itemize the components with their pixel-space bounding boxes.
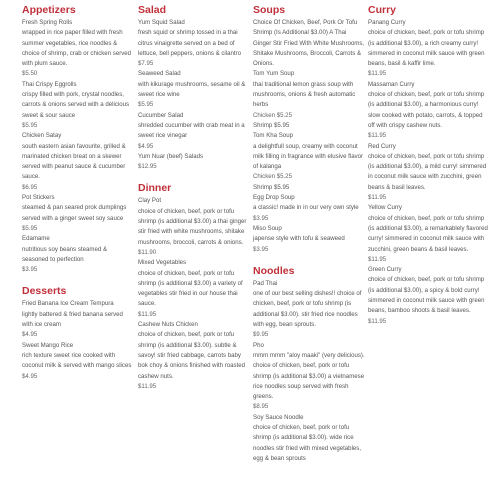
section-title: Appetizers bbox=[22, 4, 76, 16]
item-price: Chicken $5.25 bbox=[253, 173, 292, 181]
item-description: with kikurage mushrooms, sesame oil & sweet rice wine bbox=[138, 80, 246, 99]
item-description: fresh squid or shrimp tossed in a thai citrus vinaigrette served on a bed of lettuce, bell peppers, onions & cilantro bbox=[138, 29, 241, 57]
menu-item bbox=[253, 224, 365, 255]
item-name: Edamame bbox=[22, 235, 50, 243]
item-description: choice of chicken, beef, pork or tofu shrimp (is additional $3.00), a remarkablely flavored curry! simmered in coconut milk sauce with zucchini, green beans & basil leaves. bbox=[368, 214, 488, 253]
section-title: Desserts bbox=[22, 285, 67, 298]
item-price: $5.95 bbox=[22, 224, 38, 232]
menu-item bbox=[253, 279, 365, 341]
menu-item bbox=[253, 121, 365, 131]
menu-item bbox=[22, 18, 134, 80]
item-name: Egg Drop Soup bbox=[253, 194, 295, 202]
item-price: $11.95 bbox=[368, 132, 387, 140]
item-description: a delightfull soup, creamy with coconut milk filling in fragrance with elusive flavor of kalanga bbox=[253, 142, 364, 171]
menu-item bbox=[22, 193, 134, 234]
item-name: Red Curry bbox=[368, 142, 396, 150]
item-name: Seaweed Salad bbox=[138, 70, 181, 78]
menu-section bbox=[368, 4, 488, 327]
item-price: $11.95 bbox=[368, 70, 387, 78]
item-name: Thai Crispy Eggrolls bbox=[22, 80, 77, 88]
item-price: $11.90 bbox=[138, 248, 157, 256]
item-description: nutritious soy beans steamed & seasoned to perfection bbox=[22, 245, 108, 263]
item-price: $5.50 bbox=[22, 70, 38, 78]
item-price: $3.95 bbox=[22, 266, 38, 274]
item-description: mmm mmm "aloy maaki" (very delicious). choice of chicken, beef, pork or tofu shrimp (is additional $3.00) a vietnamese rice noodles soup served with fresh greens. bbox=[253, 351, 365, 401]
menu-item bbox=[22, 234, 134, 275]
item-description: choice of chicken, beef, pork or tofu shrimp (is additional $3.00). subtle & savoy! stir fried cabbage, carrots baby bok choy & onions finished with roasted cashew nuts. bbox=[138, 331, 246, 380]
item-name: Green Curry bbox=[368, 266, 402, 274]
menu-item bbox=[138, 320, 250, 392]
menu-section bbox=[22, 285, 134, 381]
item-description: one of our best selling dishes!! choice of chicken, beef, pork or tofu shrimp (is additional $3.00). stir fried rice noodles with egg, bean sprouts. bbox=[253, 290, 362, 329]
item-name: Pad Thai bbox=[253, 279, 278, 287]
item-name: Shrimp $5.95 bbox=[253, 183, 290, 191]
menu-column bbox=[253, 4, 365, 474]
menu-item bbox=[138, 196, 250, 258]
item-description: wrapped in rice paper filled with fresh summer vegetables, rice noodles & choice of shrimp, crab or chicken served with plum sauce. bbox=[22, 29, 132, 68]
menu-item bbox=[22, 131, 134, 193]
item-price: $8.95 bbox=[253, 403, 269, 411]
item-description: thai traditional lemon grass soup with mushrooms, onions & fresh automatic herbs bbox=[253, 80, 356, 109]
item-description: choice of chicken, beef, pork or tofu shrimp (is additional $3.00), a mild curry! simmered in coconut milk sauce with zucchini, green beans & basil leaves. bbox=[368, 152, 487, 191]
item-name: Mixed Vegetables bbox=[138, 259, 187, 267]
item-price: $4.95 bbox=[22, 331, 38, 339]
item-price: Chicken $5.25 bbox=[253, 111, 292, 119]
menu-item bbox=[253, 413, 365, 464]
item-name: Fried Banana Ice Cream Tempura bbox=[22, 300, 114, 308]
menu-item bbox=[253, 131, 365, 182]
item-description: crispy filled with pork, crystal noodles, carrots & onions served with a delicious sweet & sour sauce bbox=[22, 91, 130, 119]
item-price: $7.95 bbox=[138, 60, 154, 68]
item-description: lightly battered & fried banana served with ice cream bbox=[22, 310, 123, 329]
menu-column bbox=[368, 4, 488, 337]
menu-section bbox=[253, 265, 365, 464]
menu-item bbox=[138, 69, 250, 110]
item-name: Cashew Nuts Chicken bbox=[138, 321, 198, 329]
item-description: choice of chicken, beef, pork or tofu shrimp (is additional $3.00), a rich creamy curry! simmered in coconut milk sauce with green beans, basil & kaffir lime. bbox=[368, 29, 485, 68]
section-title: Soups bbox=[253, 4, 286, 16]
item-name: Yum Squid Salad bbox=[138, 19, 185, 26]
item-price: $6.95 bbox=[22, 183, 38, 191]
item-description: japense style with tofu & seaweed bbox=[253, 235, 345, 243]
menu-item bbox=[138, 18, 250, 69]
section-title: Salad bbox=[138, 4, 167, 16]
menu-item bbox=[138, 258, 250, 320]
item-price: $11.95 bbox=[368, 317, 387, 325]
item-price: $5.95 bbox=[22, 121, 38, 129]
item-name: Pot Stickers bbox=[22, 194, 55, 202]
menu-column bbox=[138, 4, 250, 402]
item-price: $9.95 bbox=[253, 331, 269, 339]
menu-section bbox=[253, 4, 365, 255]
section-title: Dinner bbox=[138, 182, 172, 195]
menu-item bbox=[368, 142, 488, 204]
item-name: Soy Sauce Noodle bbox=[253, 413, 304, 421]
item-name: Yellow Curry bbox=[368, 204, 402, 212]
item-name: Massaman Curry bbox=[368, 80, 415, 88]
menu-section bbox=[138, 182, 250, 392]
item-name: Cucumber Salad bbox=[138, 111, 184, 119]
item-description: choice of chicken, beef, pork or tofu shrimp (is additional $3.00). wide rice noodles stir fried with mixed vegetables, egg & bean sprouts bbox=[253, 423, 362, 462]
item-description: choice of chicken, beef, pork or tofu shrimp (is additional $3.00) a variety of vegetables stir fried in our house thai sauce. bbox=[138, 269, 243, 308]
menu-item bbox=[253, 341, 365, 413]
item-description: south eastern asian favourite, grilled & marinated chicken breat on a skewer served with peanut sauce & cucumber sauce. bbox=[22, 142, 126, 181]
menu-item bbox=[368, 265, 488, 327]
item-name: Yum Nuar (beef) Salads bbox=[138, 152, 204, 160]
item-price: $3.95 bbox=[253, 245, 269, 253]
section-title: Noodles bbox=[253, 264, 295, 277]
menu-item bbox=[253, 183, 365, 193]
item-price: $11.95 bbox=[368, 255, 387, 263]
menu-item bbox=[138, 111, 250, 152]
menu-item bbox=[368, 203, 488, 265]
item-name: Shrimp $5.95 bbox=[253, 121, 290, 129]
menu-section bbox=[138, 4, 250, 172]
menu-item bbox=[253, 18, 365, 69]
item-price: $11.95 bbox=[368, 194, 387, 202]
menu-item bbox=[138, 152, 250, 173]
item-description: choice of chicken, beef, pork or tofu shrimp (is additional $3.00), a harmonious curry! slow cooked with potato, carrots, & topped off with crispy cashew nuts. bbox=[368, 91, 485, 129]
item-name: Sweet Mango Rice bbox=[22, 341, 74, 349]
item-price: $4.95 bbox=[22, 372, 38, 380]
item-name: Chicken Satay bbox=[22, 132, 62, 140]
item-price: $12.95 bbox=[138, 163, 157, 171]
menu-item bbox=[368, 80, 488, 142]
item-price: $3.95 bbox=[253, 214, 269, 222]
item-description: shredded cucumber with crab meat in a sweet rice vinegar bbox=[138, 121, 245, 140]
item-name: Tom Kha Soup bbox=[253, 132, 293, 140]
item-description: steamed & pan seared prok dumplings served with a ginger sweet soy sauce bbox=[22, 204, 127, 222]
item-name: Fresh Spring Rolls bbox=[22, 19, 73, 26]
item-price: $11.95 bbox=[138, 310, 157, 318]
item-name: Tom Yum Soup bbox=[253, 70, 295, 78]
item-name: Panang Curry bbox=[368, 19, 406, 26]
item-description: choice of chicken, beef, pork or tofu shrimp (is additional $3.00), a spicy & bold curry! simmered in coconut milk sauce with green beans, bamboo shoots & basil leaves. bbox=[368, 276, 485, 315]
item-price: $4.95 bbox=[138, 142, 154, 150]
item-price: $5.95 bbox=[138, 101, 154, 109]
item-description: a classic! made in in our very own style bbox=[253, 204, 359, 212]
menu-column bbox=[22, 4, 134, 392]
item-name: Pho bbox=[253, 341, 264, 349]
item-price: $11.95 bbox=[138, 382, 157, 390]
item-description: choice of chicken, beef, pork or tofu shrimp (is additional $3.00) a thai ginger stir fried with white mushrooms, shitake mushrooms, broccoli, carrots & onions. bbox=[138, 207, 247, 246]
item-description: rich texture sweet rice cooked with coconut milk & served with mango slices bbox=[22, 351, 132, 370]
menu-item bbox=[22, 341, 134, 382]
menu-item bbox=[22, 299, 134, 340]
menu-item bbox=[22, 80, 134, 131]
menu-section bbox=[22, 4, 134, 275]
menu-item bbox=[253, 193, 365, 224]
item-name: Miso Soup bbox=[253, 224, 282, 232]
item-name: Choice Of Chicken, Beef, Pork Or Tofu Shrimp (Is Additional $3.00) A Thai Ginger Stir Fried With White Mushrooms, Shitake Mushrooms, Broccoli, Carrots & Onions. bbox=[253, 19, 365, 68]
section-title: Curry bbox=[368, 4, 397, 16]
menu-item bbox=[253, 69, 365, 120]
menu-item bbox=[368, 18, 488, 80]
item-name: Clay Pot bbox=[138, 197, 162, 205]
